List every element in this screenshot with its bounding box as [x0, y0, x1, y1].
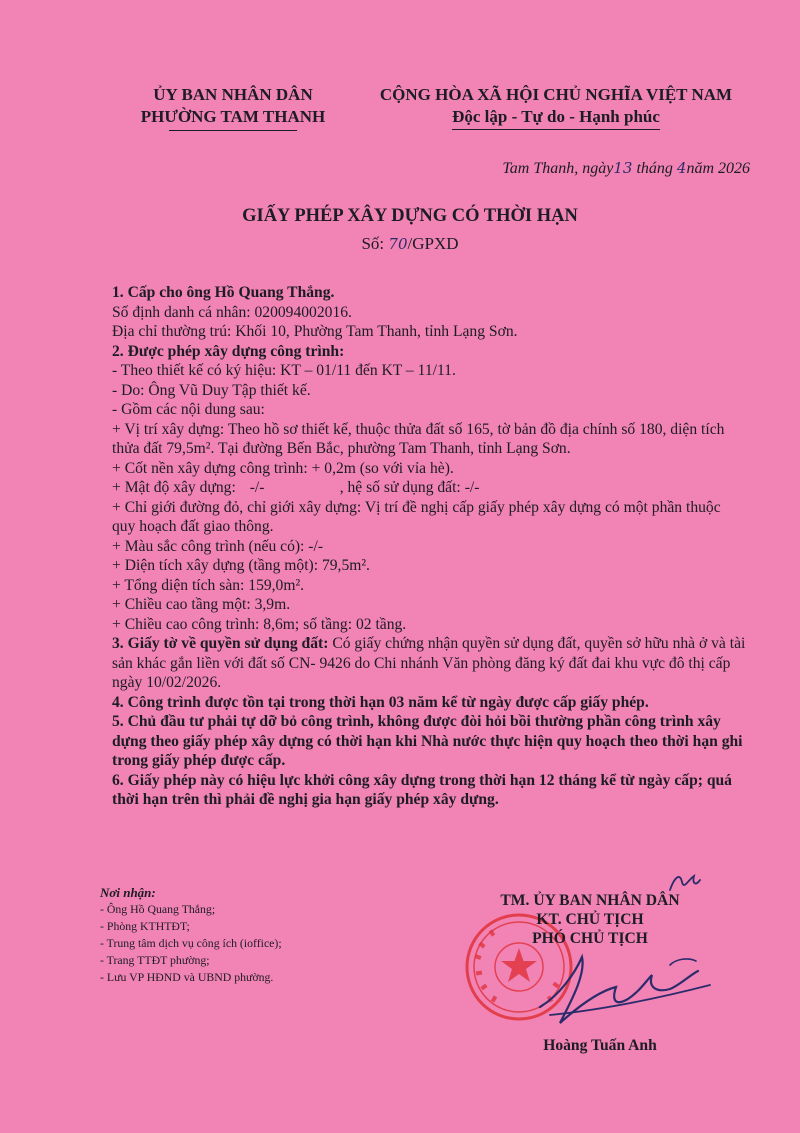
density-label: + Mật độ xây dựng:: [112, 479, 236, 496]
section-3-text: Có giấy chứng nhận quyền sử dụng đất, quyền sở hữu nhà ở và tài sản khác gắn liền với đất số CN- 9426 do Chi nhánh Văn phòng đăng ký đất đai khu vực đô thị cấp ngày 10/02/2026.: [112, 635, 746, 691]
signature-block: [470, 891, 710, 948]
doc-number-value: 70: [388, 235, 408, 253]
design-code: - Theo thiết kế có ký hiệu: KT – 01/11 đến KT – 11/11.: [112, 362, 456, 379]
total-floor-area: + Tổng diện tích sàn: 159,0m².: [112, 576, 305, 594]
density-value: -/-: [249, 479, 265, 496]
national-header: [360, 84, 752, 130]
issue-date: [440, 159, 750, 178]
date-day: 13: [613, 159, 633, 177]
document-title: GIẤY PHÉP XÂY DỰNG CÓ THỜI HẠN: [242, 206, 578, 226]
section-1-heading: 1. Cấp cho ông Hồ Quang Thắng.: [112, 284, 335, 301]
designer: - Do: Ông Vũ Duy Tập thiết kế.: [112, 381, 311, 399]
signature-line1: TM. ỦY BAN NHÂN DÂN: [500, 892, 680, 909]
signer-name: Hoàng Tuấn Anh: [543, 1037, 657, 1054]
section-3-heading: 3. Giấy tờ về quyền sử dụng đất:: [112, 635, 329, 652]
land-use-label: , hệ số sử dụng đất:: [339, 479, 461, 496]
handwritten-signature: [520, 945, 720, 1035]
authority-line2: PHƯỜNG TAM THANH: [140, 107, 326, 126]
recipient-item: - Trang TTĐT phường;: [100, 953, 210, 967]
building-color: + Màu sắc công trình (nếu có): -/-: [112, 537, 324, 555]
construction-location: + Vị trí xây dựng: Theo hồ sơ thiết kế, thuộc thửa đất số 165, tờ bản đồ địa chính số 180, diện tích thửa đất 79,5m². Tại đường Bến Bắc, phường Tam Thanh, tỉnh Lạng Sơn.: [112, 420, 725, 457]
contents-label: - Gồm các nội dung sau:: [112, 401, 265, 418]
section-6: 6. Giấy phép này có hiệu lực khởi công xây dựng trong thời hạn 12 tháng kể từ ngày cấp; quá thời hạn trên thì phải đề nghị gia hạn giấy phép xây dựng.: [112, 771, 732, 808]
recipients: [100, 884, 460, 986]
recipients-label: Nơi nhận:: [100, 885, 156, 900]
date-prefix: Tam Thanh, ngày: [502, 160, 614, 177]
nation-name: CỘNG HÒA XÃ HỘI CHỦ NGHĨA VIỆT NAM: [379, 85, 733, 104]
permit-body: [112, 283, 747, 810]
density-line: [112, 478, 747, 498]
doc-number-label: Số:: [361, 234, 385, 253]
recipient-item: - Lưu VP HĐND và UBND phường.: [100, 970, 274, 984]
authority-underline: [169, 130, 297, 131]
signature-line3: PHÓ CHỦ TỊCH: [532, 930, 648, 947]
recipient-item: - Phòng KTHTĐT;: [100, 919, 190, 933]
signature-line2: KT. CHỦ TỊCH: [536, 911, 644, 928]
recipient-item: - Trung tâm dịch vụ công ích (ioffice);: [100, 936, 282, 950]
building-height: + Chiều cao công trình: 8,6m; số tầng: 02 tầng.: [112, 615, 407, 633]
date-month-label: tháng: [636, 160, 673, 177]
land-use-value: -/-: [464, 479, 480, 496]
section-2-heading: 2. Được phép xây dựng công trình:: [112, 342, 345, 360]
recipient-item: - Ông Hồ Quang Thắng;: [100, 902, 216, 916]
doc-number-suffix: /GPXD: [407, 234, 459, 253]
foundation-level: + Cốt nền xây dựng công trình: + 0,2m (so với vỉa hè).: [112, 459, 454, 477]
date-month: 4: [676, 159, 687, 177]
section-3: [112, 634, 747, 693]
national-motto: Độc lập - Tự do - Hạnh phúc: [452, 106, 660, 130]
first-floor-height: + Chiều cao tầng một: 3,9m.: [112, 596, 291, 613]
authority-line1: ỦY BAN NHÂN DÂN: [153, 85, 313, 104]
date-year: năm 2026: [686, 160, 750, 177]
initials-mark: [664, 868, 704, 898]
issuing-authority: [118, 84, 348, 131]
section-4: 4. Công trình được tồn tại trong thời hạn 03 năm kể từ ngày được cấp giấy phép.: [112, 693, 649, 711]
document-number: [100, 234, 720, 254]
boundary-line: + Chỉ giới đường đỏ, chỉ giới xây dựng: Vị trí đề nghị cấp giấy phép xây dựng có một phần thuộc quy hoạch đất giao thông.: [112, 498, 721, 535]
permanent-address: Địa chỉ thường trú: Khối 10, Phường Tam Thanh, tỉnh Lạng Sơn.: [112, 323, 518, 340]
personal-id: Số định danh cá nhân: 020094002016.: [112, 303, 352, 321]
building-area: + Diện tích xây dựng (tầng một): 79,5m².: [112, 557, 370, 574]
section-5: 5. Chủ đầu tư phải tự dỡ bỏ công trình, không được đòi hỏi bồi thường phần công trình xây dựng theo giấy phép xây dựng có thời hạn khi Nhà nước thực hiện quy hoạch theo thời hạn ghi trong giấy phép được cấp.: [112, 713, 743, 769]
